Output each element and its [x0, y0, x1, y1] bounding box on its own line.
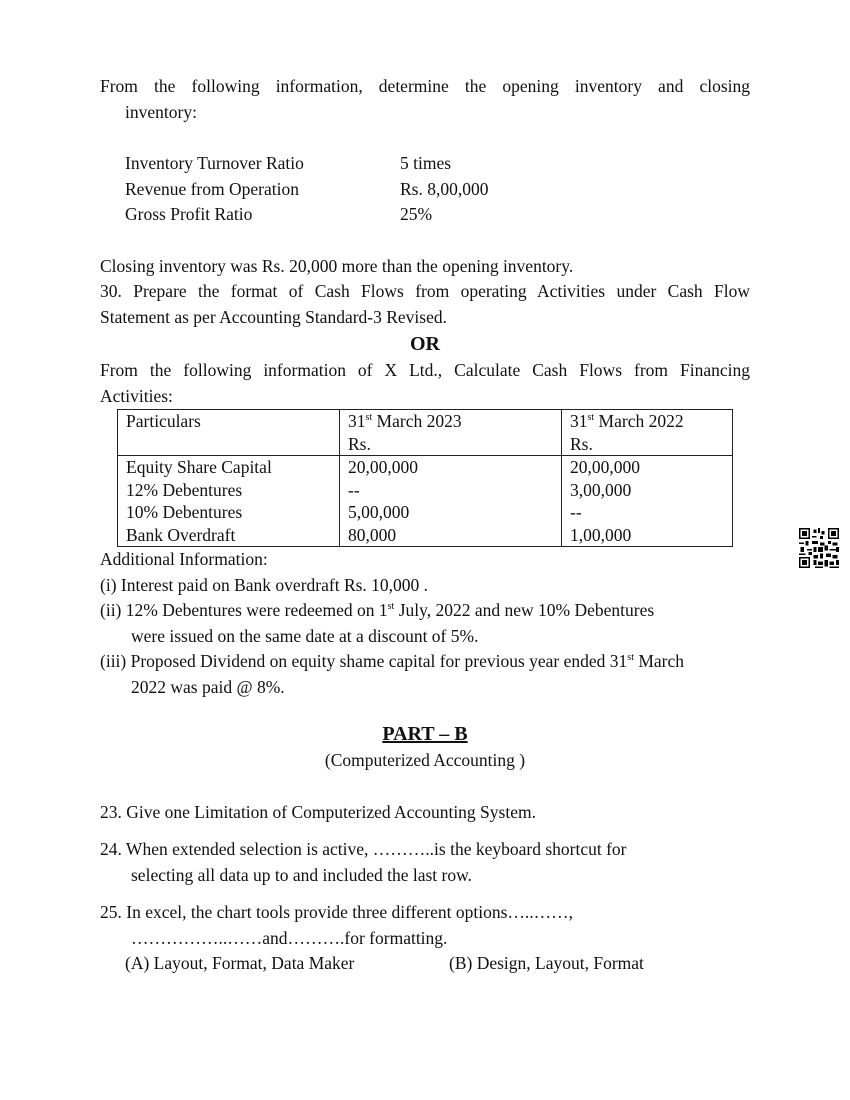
additional-info-2: (ii) 12% Debentures were redeemed on 1st July, 2022 and new 10% Debentures: [100, 600, 655, 620]
q29-intro: From the following information, determine the opening inventory and closing: [100, 76, 750, 96]
q29-intro-cont: inventory:: [125, 101, 197, 122]
table-row: [118, 524, 733, 547]
table-row: [118, 479, 733, 502]
option-b: (B) Design, Layout, Format: [449, 953, 644, 973]
cell-2022: --: [562, 501, 733, 524]
additional-info-3-cont: 2022 was paid @ 8%.: [131, 676, 285, 697]
header-2022: 31st March 2022 Rs.: [562, 410, 733, 456]
cell-2022: 1,00,000: [562, 524, 733, 547]
q30-line2: Statement as per Accounting Standard-3 Revised.: [100, 306, 448, 327]
cell-particular: Bank Overdraft: [118, 524, 340, 547]
cell-particular: Equity Share Capital: [118, 456, 340, 479]
given-row: [125, 151, 750, 177]
header-2023: 31st March 2023 Rs.: [340, 410, 562, 456]
given-label: Gross Profit Ratio: [125, 204, 253, 224]
financing-table: [117, 409, 733, 547]
q29-given-list: [125, 151, 750, 228]
question-24: 24. When extended selection is active, ………..is the keyboard shortcut for: [100, 839, 627, 859]
cell-2022: 3,00,000: [562, 479, 733, 502]
given-label: Inventory Turnover Ratio: [125, 153, 304, 173]
additional-info-title: Additional Information:: [100, 549, 268, 569]
question-25-options: [125, 951, 750, 977]
additional-info-1: (i) Interest paid on Bank overdraft Rs. 10,000 .: [100, 574, 429, 595]
q30-line1: 30. Prepare the format of Cash Flows from operating Activities under Cash Flow: [100, 281, 750, 301]
qr-code-icon: [799, 528, 839, 568]
given-value: 5 times: [400, 153, 452, 173]
table-header-row: [118, 410, 733, 456]
question-23: 23. Give one Limitation of Computerized Accounting System.: [100, 801, 536, 822]
q29-closing-note: Closing inventory was Rs. 20,000 more than the opening inventory.: [100, 255, 574, 276]
part-b-title: PART – B: [382, 723, 468, 745]
cell-2022: 20,00,000: [562, 456, 733, 479]
additional-info-2-cont: were issued on the same date at a discount of 5%.: [131, 625, 479, 646]
header-particulars: Particulars: [118, 410, 340, 456]
given-row: [125, 202, 750, 228]
question-25: 25. In excel, the chart tools provide three different options…..……,: [100, 902, 574, 922]
or-divider: OR: [410, 333, 440, 355]
cell-particular: 12% Debentures: [118, 479, 340, 502]
given-value: 25%: [400, 204, 433, 224]
q30-alt-line2: Activities:: [100, 385, 173, 406]
given-label: Revenue from Operation: [125, 178, 299, 199]
given-row: [125, 177, 750, 203]
q30-alt-line1: From the following information of X Ltd., Calculate Cash Flows from Financing: [100, 360, 750, 380]
given-value: Rs. 8,00,000: [400, 178, 489, 199]
table-row: [118, 456, 733, 479]
part-b-subtitle: (Computerized Accounting ): [324, 750, 526, 770]
question-25-cont: ……………..……and……….for formatting.: [131, 927, 448, 948]
question-paper-page: [100, 74, 750, 977]
cell-2023: --: [340, 479, 562, 502]
header-2023-unit: Rs.: [348, 433, 371, 454]
additional-info-3: (iii) Proposed Dividend on equity shame capital for previous year ended 31st March: [100, 651, 685, 671]
cell-2023: 5,00,000: [340, 501, 562, 524]
cell-particular: 10% Debentures: [118, 501, 340, 524]
question-24-cont: selecting all data up to and included the last row.: [131, 864, 472, 885]
cell-2023: 20,00,000: [340, 456, 562, 479]
option-a: (A) Layout, Format, Data Maker: [125, 953, 355, 973]
header-2022-unit: Rs.: [570, 433, 593, 454]
cell-2023: 80,000: [340, 524, 562, 547]
table-row: [118, 501, 733, 524]
